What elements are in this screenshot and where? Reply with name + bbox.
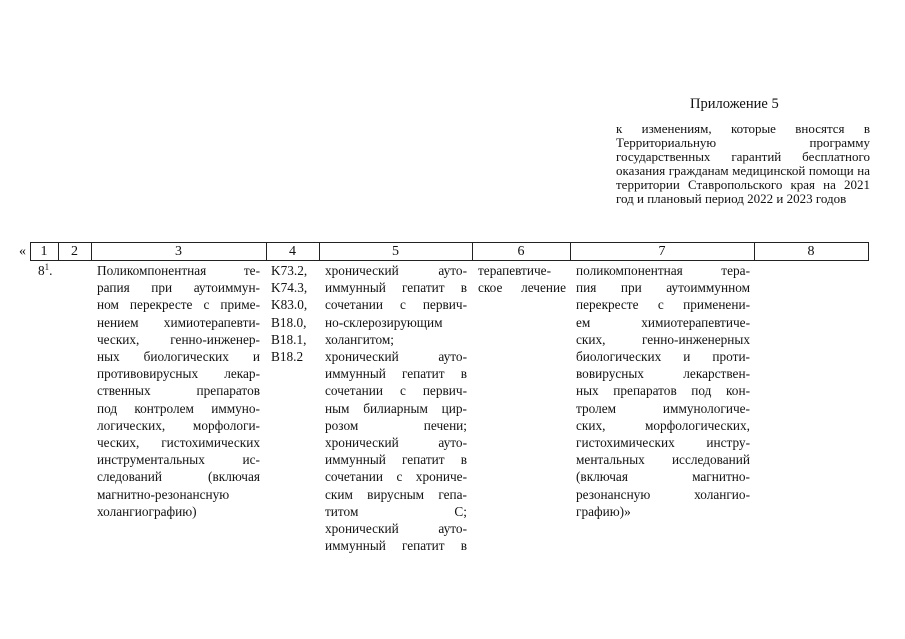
- appendix-title: Приложение 5: [690, 96, 779, 112]
- open-quote: «: [19, 244, 26, 259]
- row-number: [38, 262, 52, 279]
- cell-line: гистохимических инстру-: [576, 435, 750, 451]
- cell-line: иммунный гепатит в: [325, 366, 467, 382]
- cell-line: хронический ауто-: [325, 263, 467, 278]
- cell-line: сочетании с первич-: [325, 383, 467, 399]
- cell-line: B18.2: [271, 349, 304, 365]
- cell-line: K83.0,: [271, 297, 308, 313]
- row-number-sup: 1: [44, 262, 50, 272]
- cell-line: ских, генно-инженерных: [576, 331, 750, 347]
- cell-line: титом C;: [325, 503, 467, 519]
- cell-line: ем химиотерапевтиче-: [576, 314, 750, 330]
- cell-line: сочетании с первич-: [325, 297, 467, 313]
- cell-line: следований (включая: [97, 469, 260, 485]
- cell-line: логических, морфологи-: [97, 417, 260, 433]
- cell-line: графию)»: [576, 503, 631, 519]
- cell-line: ментальных исследований: [576, 452, 750, 468]
- cell-line: терапевтиче-: [478, 263, 551, 278]
- header-col-3: 3: [175, 244, 182, 259]
- cell-line: ское лечение: [478, 280, 566, 296]
- cell-line: ским вирусным гепа-: [325, 486, 467, 502]
- cell-line: розом печени;: [325, 417, 467, 433]
- cell-line: поликомпонентная тера-: [576, 263, 750, 278]
- cell-line: рапия при аутоиммун-: [97, 280, 260, 296]
- cell-line: сочетании с хрониче-: [325, 469, 467, 485]
- row-number-suffix: .: [49, 263, 53, 278]
- cell-treatment-method: [576, 262, 750, 520]
- cell-method-description: [97, 262, 260, 520]
- cell-treatment-type: [478, 262, 566, 296]
- cell-line: ческих, гистохимических: [97, 435, 260, 451]
- cell-line: ческих, генно-инженер-: [97, 331, 260, 347]
- cell-line: биологических и проти-: [576, 349, 750, 365]
- table-header-border: [30, 260, 869, 261]
- header-col-8: 8: [807, 244, 815, 259]
- cell-line: инструментальных ис-: [97, 452, 260, 468]
- cell-line: противовирусных лекар-: [97, 366, 260, 382]
- cell-line: хронический ауто-: [325, 521, 467, 537]
- cell-line: ном перекресте с приме-: [97, 297, 260, 313]
- cell-line: (включая магнитно-: [576, 469, 750, 485]
- cell-line: тролем иммунологиче-: [576, 400, 750, 416]
- cell-line: хронический ауто-: [325, 435, 467, 451]
- cell-icd-codes: [271, 262, 316, 365]
- cell-line: холангиографию): [97, 503, 197, 519]
- cell-line: ственных препаратов: [97, 383, 260, 399]
- cell-line: нением химиотерапевти-: [97, 314, 260, 330]
- cell-line: Поликомпонентная те-: [97, 263, 260, 278]
- cell-diagnosis: [325, 262, 467, 554]
- col-divider: [868, 242, 869, 261]
- cell-line: иммунный гепатит в: [325, 538, 467, 554]
- header-col-7: 7: [658, 244, 666, 259]
- cell-line: вовирусных лекарствен-: [576, 366, 750, 382]
- cell-line: резонансную холангио-: [576, 486, 750, 502]
- header-col-4: 4: [289, 244, 296, 259]
- header-col-2: 2: [71, 244, 78, 259]
- row-number-main: 8: [38, 263, 45, 278]
- table-top-border: [30, 242, 869, 243]
- cell-line: иммунный гепатит в: [325, 452, 467, 468]
- appendix-description: к изменениям, которые вносятся в Территориальную программу государственных гарантий бесплатного оказания гражданам медицинской помощи на территории Ставропольского края на 2021 год и плановый период 2022 и 2023 годов: [616, 121, 870, 206]
- cell-line: ным билиарным цир-: [325, 400, 467, 416]
- cell-line: K74.3,: [271, 280, 308, 296]
- cell-line: под контролем иммуно-: [97, 400, 260, 416]
- cell-line: ных биологических и: [97, 349, 260, 365]
- header-col-5: 5: [392, 244, 399, 259]
- cell-line: перекресте с применени-: [576, 297, 750, 313]
- cell-line: B18.0,: [271, 314, 307, 330]
- cell-line: хронический ауто-: [325, 349, 467, 365]
- cell-line: ских, морфологических,: [576, 417, 750, 433]
- cell-line: но-склерозирующим: [325, 314, 443, 330]
- cell-line: пия при аутоиммунном: [576, 280, 750, 296]
- header-col-1: 1: [40, 244, 48, 259]
- cell-line: K73.2,: [271, 263, 308, 278]
- cell-line: иммунный гепатит в: [325, 280, 467, 296]
- cell-line: холангитом;: [325, 331, 394, 347]
- cell-line: B18.1,: [271, 331, 307, 347]
- header-col-6: 6: [517, 244, 525, 259]
- cell-line: магнитно-резонансную: [97, 486, 230, 502]
- cell-line: ных препаратов под кон-: [576, 383, 750, 399]
